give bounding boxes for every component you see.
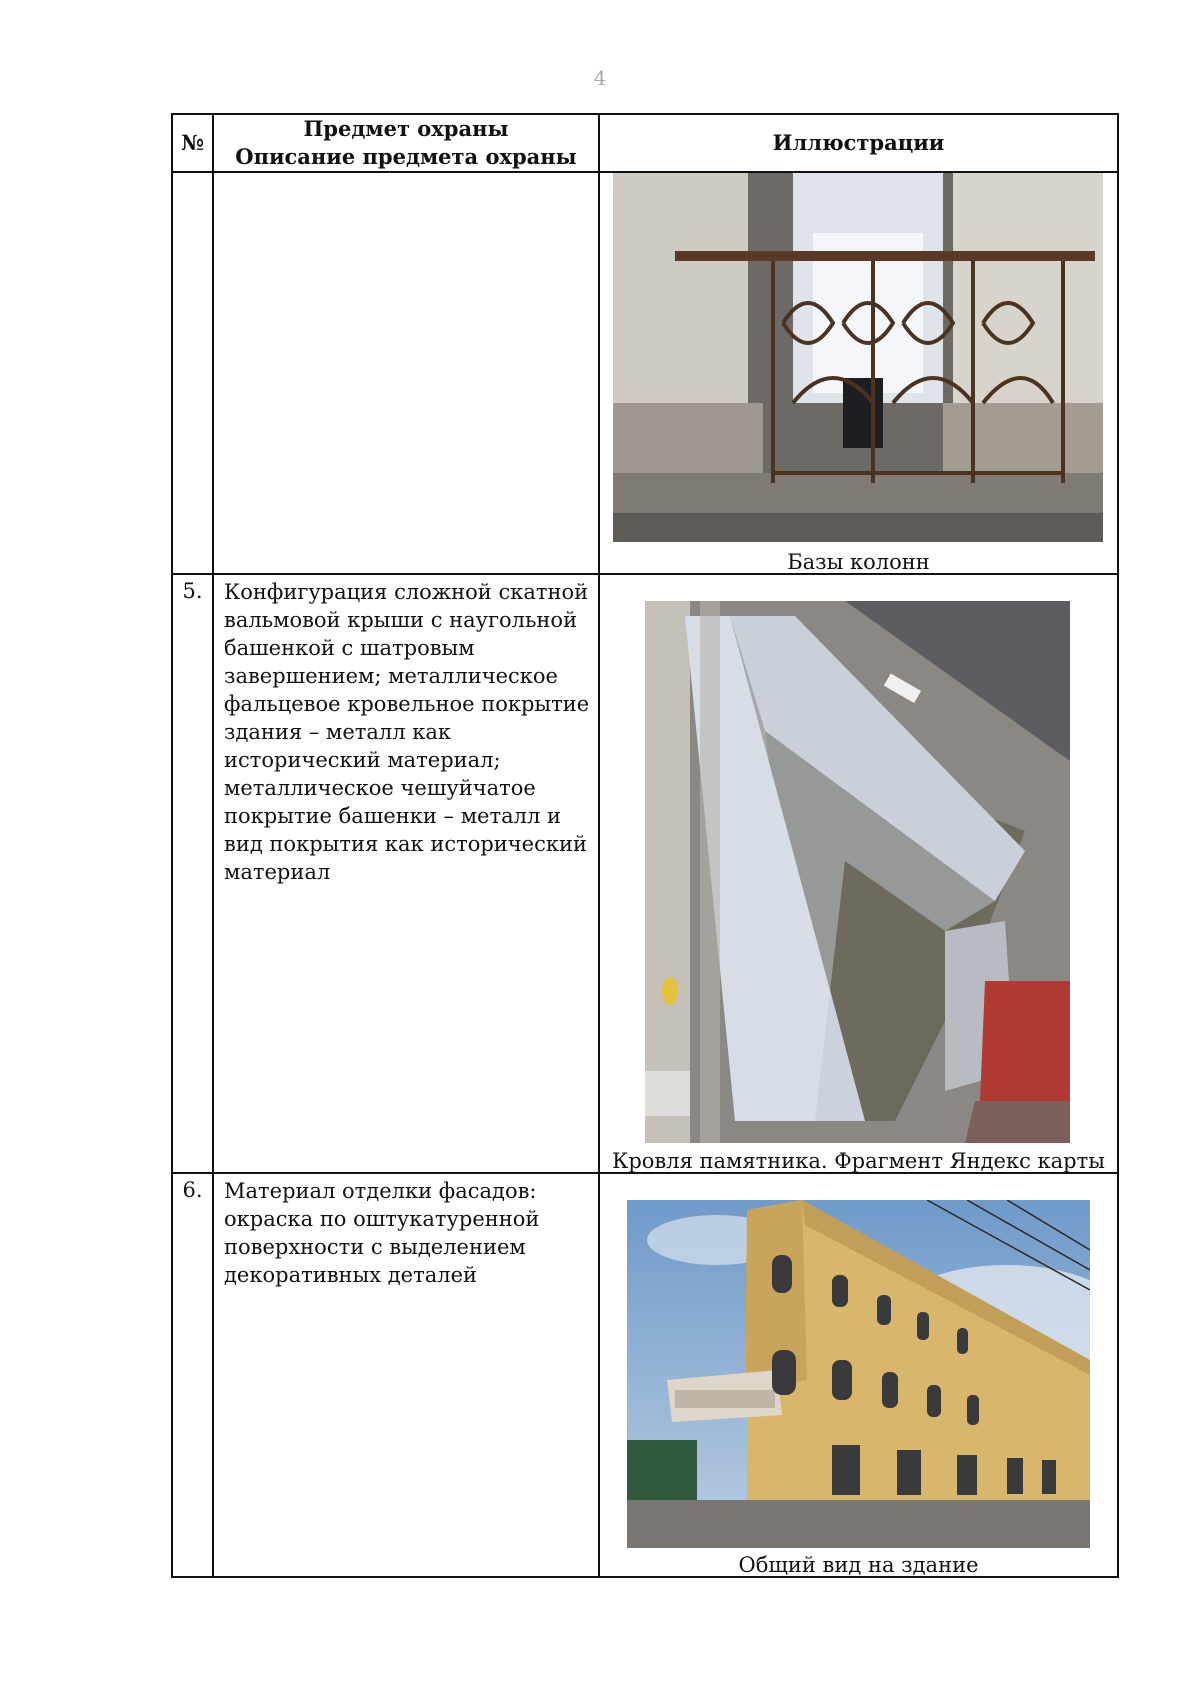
heritage-protection-table	[171, 113, 1119, 1578]
row-number: 5.	[172, 574, 213, 1173]
row-description: Конфигурация сложной скатной вальмовой крыши с наугольной башенкой с шатровым завершением; металлическое фальцевое кровельное покрытие здания – металл как исторический материал; металлическое чешуйчатое покрытие башенки – металл и вид покрытия как исторический материал	[213, 574, 599, 1173]
header-number: №	[172, 114, 213, 172]
row-illustration	[599, 574, 1118, 1173]
roof-map-photo	[645, 601, 1070, 1143]
row-illustration	[599, 1173, 1118, 1577]
row-number: 6.	[172, 1173, 213, 1577]
table-row	[172, 172, 1118, 574]
table-row	[172, 1173, 1118, 1577]
page-number: 4	[593, 66, 607, 90]
row-description	[213, 172, 599, 574]
photo-caption: Кровля памятника. Фрагмент Яндекс карты	[612, 1149, 1105, 1173]
photo-caption: Общий вид на здание	[738, 1553, 979, 1577]
row-illustration	[599, 172, 1118, 574]
table-row	[172, 574, 1118, 1173]
row-description: Материал отделки фасадов: окраска по оштукатуренной поверхности с выделением декоративных деталей	[213, 1173, 599, 1577]
header-subject-description: Описание предмета охраны	[235, 144, 577, 169]
column-bases-photo	[613, 173, 1103, 542]
photo-caption: Базы колонн	[787, 550, 930, 574]
table-header-row	[172, 114, 1118, 172]
header-illustrations: Иллюстрации	[599, 114, 1118, 172]
building-facade-photo	[627, 1200, 1090, 1548]
header-subject-title: Предмет охраны	[303, 116, 509, 141]
header-subject	[213, 114, 599, 172]
row-number	[172, 172, 213, 574]
